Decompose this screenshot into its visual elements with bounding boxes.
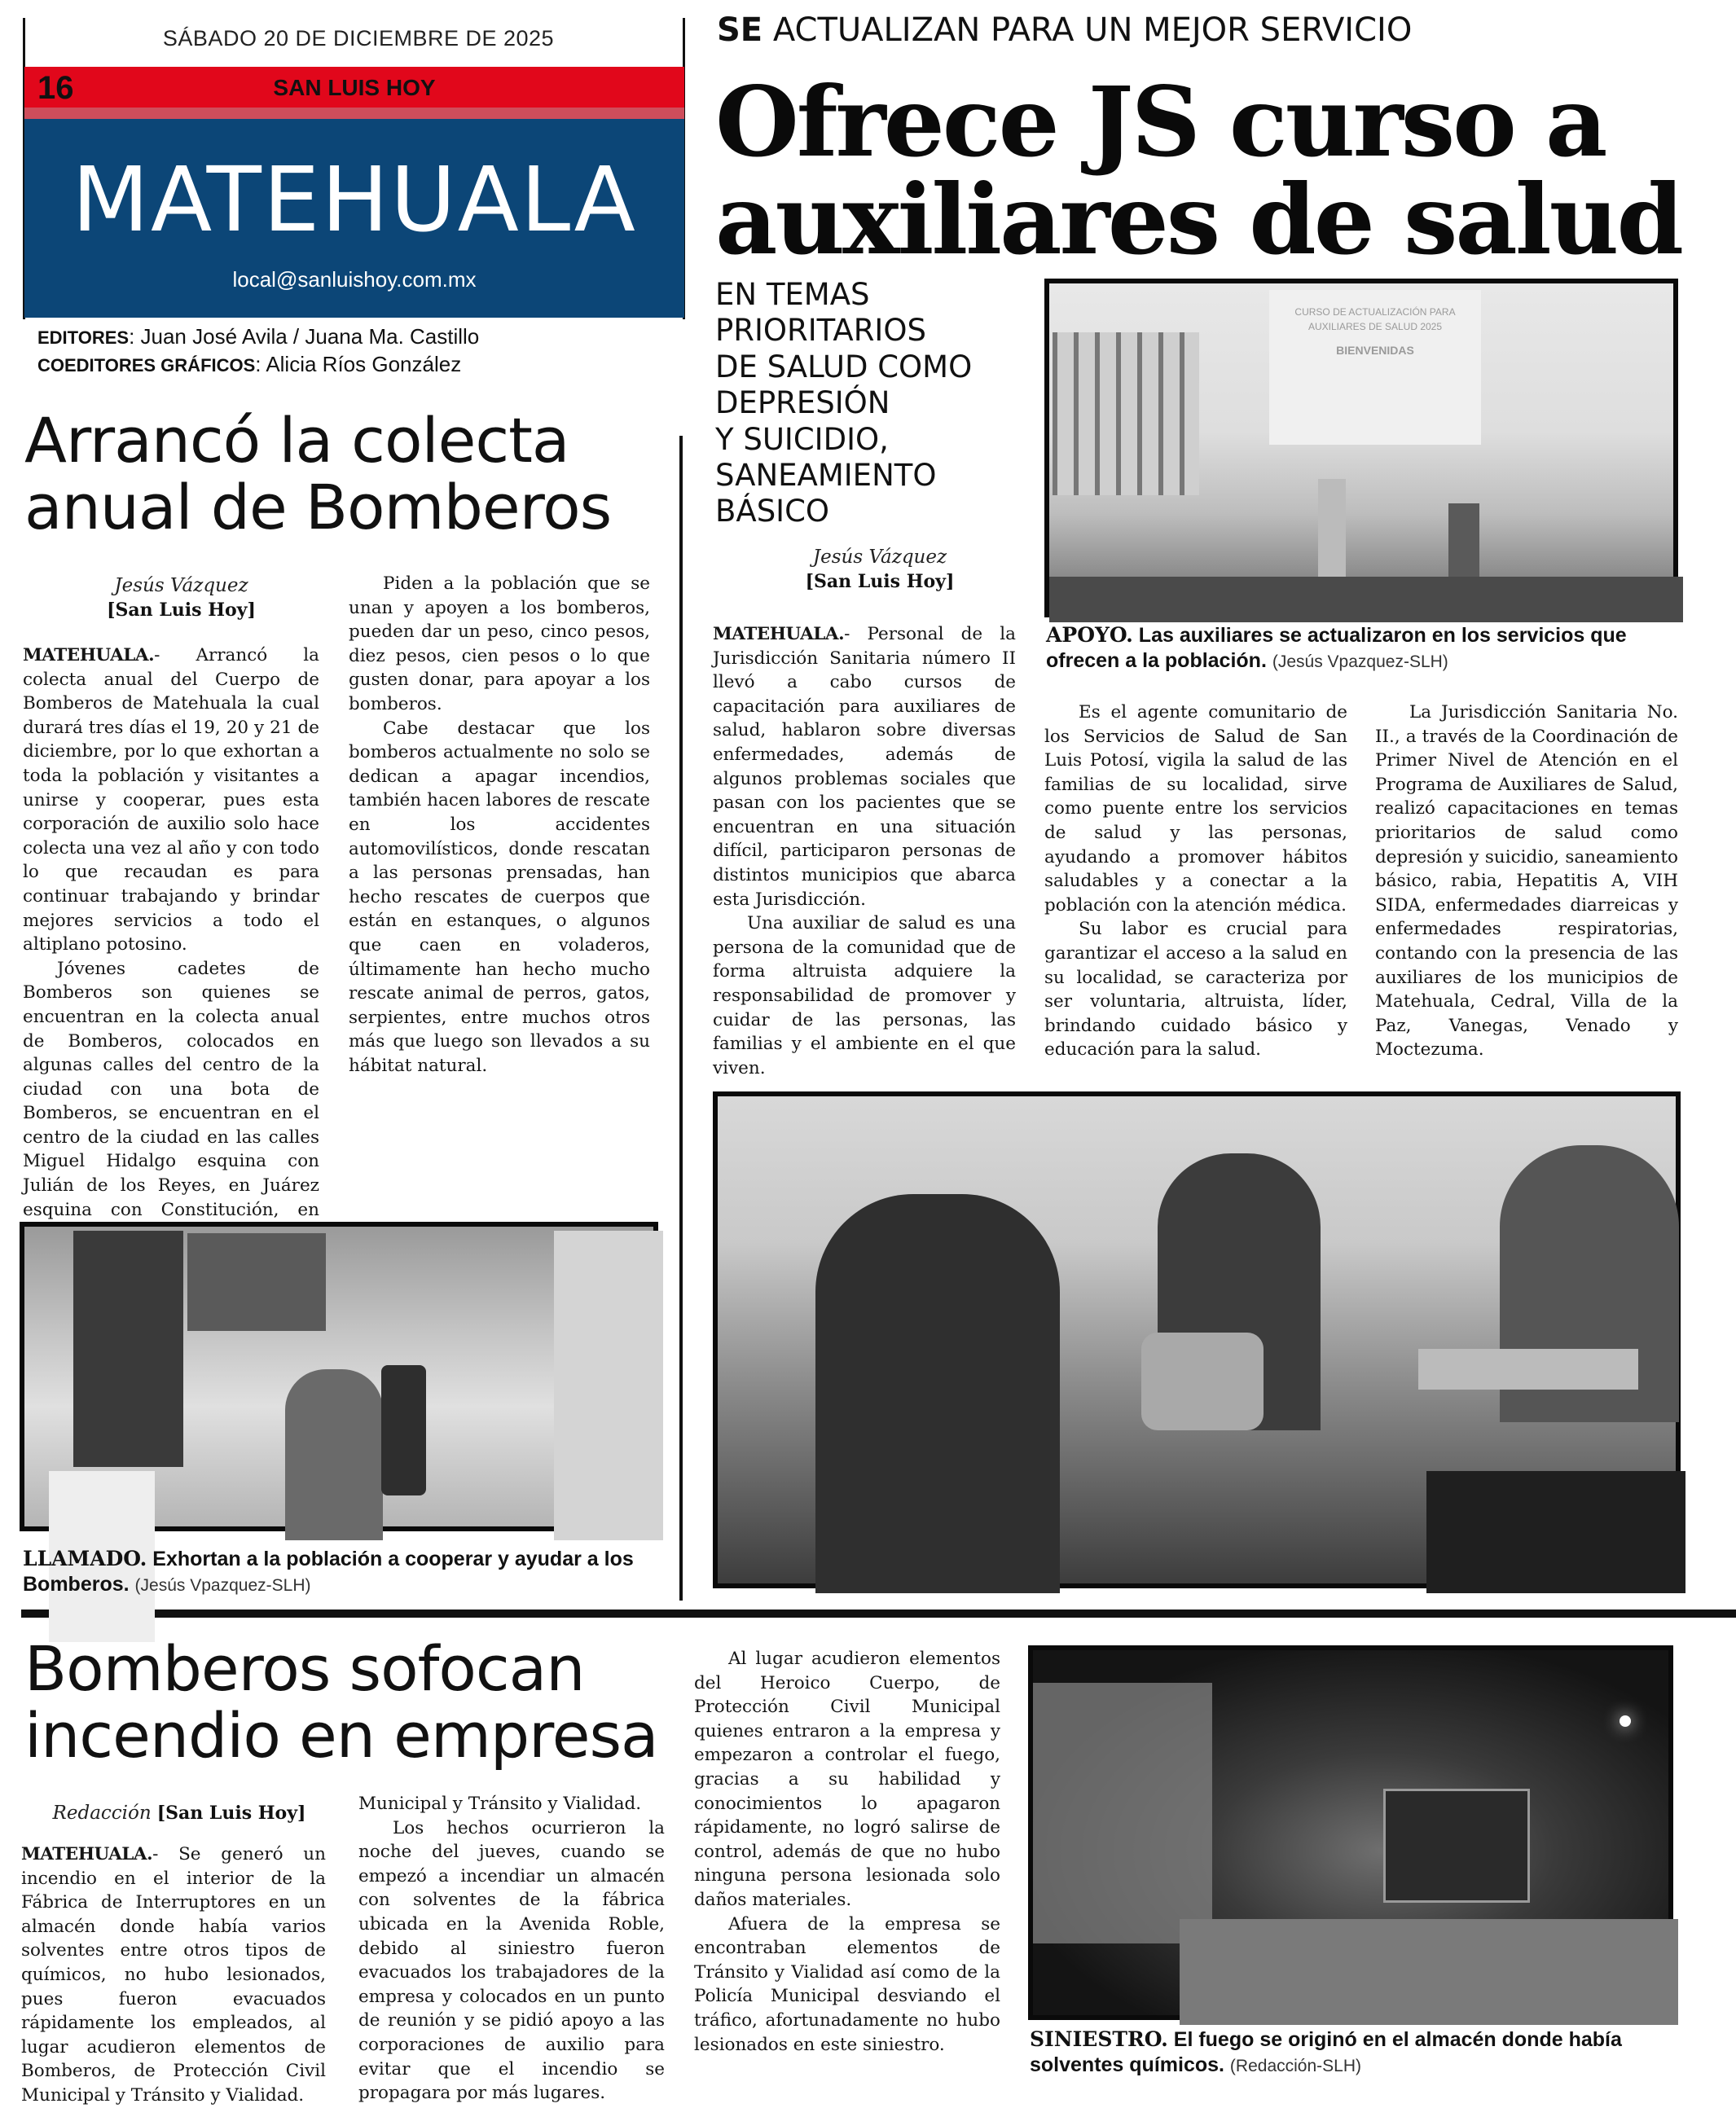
article-column: MATEHUALA.- Arrancó la colecta anual del Cuerpo de Bomberos de Matehuala la cual durará tres días el 19, 20 y 21 de diciembre, por lo que exhortan a toda la población y visitantes a unirse y cooperar, pues esta corporación de auxilio solo hace colecta una vez al año y con todo lo que recaudan es para continuar trabajando y brindar mejores servicios a todo el altiplano potosino. Jóvenes cadetes de Bomberos son quienes se encuentran en la colecta anual de Bomberos, colocados en algunas calles del centro de la ciudad con una bota de Bomberos, se encuentran en el centro de la ciudad en las calles Miguel Hidalgo esquina con Julián de los Reyes, en Juárez esquina con Constitución, en: [23, 645, 319, 1220]
masthead-stripe: [24, 108, 684, 119]
dateline: MATEHUALA.: [713, 624, 845, 644]
section-title: MATEHUALA: [72, 147, 637, 252]
photo-building: [554, 1231, 663, 1540]
byline-incendio: [24, 1802, 334, 1826]
photo-frames: [1053, 332, 1199, 495]
photo-aula-curso: [1044, 279, 1678, 617]
photo-fire-truck: [1383, 1789, 1530, 1903]
contact-email[interactable]: local@sanluishoy.com.mx: [232, 267, 477, 292]
headline-curso: Ofrece JS curso a auxiliares de salud: [715, 65, 1681, 277]
editors-credit: EDITORES: Juan José Avila / Juana Ma. Castillo: [37, 324, 480, 349]
photo-audience: [1049, 577, 1683, 622]
photo-person: [815, 1194, 1060, 1593]
photo-billboard: [187, 1233, 326, 1331]
kicker: SE ACTUALIZAN PARA UN MEJOR SERVICIO: [717, 11, 1413, 49]
article-column: MATEHUALA.- Se generó un incendio en el interior de la Fábrica de Interruptores en un almacén donde había varios solventes entre otros tipos de químicos, no hubo lesionados, pues fueron evacuados rápidamente los empleados, al lugar acudieron elementos de Bomberos, de Protección Civil Municipal y Tránsito y Vialidad.: [21, 1844, 326, 2106]
editors-names: Juan José Avila / Juana Ma. Castillo: [140, 324, 480, 349]
photo-road: [1180, 1919, 1678, 2025]
byline-curso: [717, 546, 1043, 594]
photo-desk: [1418, 1349, 1638, 1390]
article-column: Piden a la población que se unan y apoyen a los bomberos, pueden dar un peso, cinco pesos, diez pesos, cien pesos o lo que gusten donar, para apoyar a los bomberos. Cabe destacar que los bomberos actualmente no solo se dedican a apagar incendios, también hacen labores de rescate en los accidentes automovilísticos, donde rescatan a las personas prensadas, han hecho rescates de cuerpos que están en estanques, o algunos que caen en voladeros, últimamente han hecho mucho rescate animal de perros, gatos, serpientes, entre muchos otros más que luego son llevados a su hábitat natural.: [349, 573, 650, 1076]
column-rule: [679, 436, 683, 1601]
outlet-name: [San Luis Hoy]: [107, 599, 256, 621]
photo-caption: LLAMADO. Exhortan a la población a cooperar y ayudar a los Bomberos. (Jesús Vpazquez-SLH): [23, 1547, 634, 1596]
photo-camion-bomberos: [1028, 1645, 1673, 2020]
headline-incendio: Bomberos sofocan incendio en empresa: [24, 1632, 658, 1772]
dateline: MATEHUALA.: [23, 645, 155, 665]
author-name: Jesús Vázquez: [114, 575, 248, 596]
dateline: MATEHUALA.: [21, 1844, 153, 1864]
photo-projection: CURSO DE ACTUALIZACIÓN PARA AUXILIARES DE SALUD 2025 BIENVENIDAS: [1269, 290, 1481, 445]
photo-chair: [1426, 1471, 1685, 1593]
author-name: Redacción: [52, 1803, 152, 1824]
article-column: Es el agente comunitario de los Servicios de Salud de San Luis Potosí, vigila la salud de las familias de su localidad, sirve como puente entre los servicios de salud y las personas, ayudando a promover hábitos saludables y a conectar a la población con la atención médica. Su labor es crucial para garantizar el acceso a la salud en su localidad, se caracteriza por ser voluntaria, altruista, líder, brindando cuidado básico y educación para la salud.: [1044, 702, 1347, 1061]
byline-colecta: [24, 574, 338, 622]
issue-date: SÁBADO 20 DE DICIEMBRE DE 2025: [162, 26, 555, 51]
photo-auxiliares-clase: [713, 1091, 1681, 1588]
outlet-name: [San Luis Hoy]: [156, 1803, 306, 1824]
article-paragraph: Los hechos ocurrieron la noche del jueves, cuando se empezó a incendiar un almacén con solventes de la fábrica ubicada en la Avenida Roble, debido al siniestro fueron evacuados los trabajadores de la empresa y colocados en un punto de reunión y se pidió apoyo a las corporaciones de auxilio para evitar que el incendio se propagara por más lugares.: [358, 1817, 665, 2104]
photo-sign: [73, 1231, 183, 1467]
article-column: MATEHUALA.- Personal de la Jurisdicción Sanitaria número II llevó a cabo cursos de capacitación para auxiliares de salud, hablaron sobre diversas enfermedades, además de algunos problemas sociales que pasan con los pacientes que se encuentran en una situación difícil, participaron personas de distintos municipios que abarca esta Jurisdicción. Una auxiliar de salud es una persona de la comunidad que de forma altruista adquiere la responsabilidad de promover y cuidar de las personas, las familias y el ambiente en el que viven.: [713, 624, 1016, 1078]
photo-boot: [381, 1365, 426, 1495]
page-number: 16: [37, 70, 74, 106]
photo-person: [285, 1369, 383, 1540]
outlet-name: [San Luis Hoy]: [805, 570, 955, 592]
graphic-coeditors-names: Alicia Ríos González: [266, 352, 462, 376]
section-divider: [21, 1610, 1736, 1618]
deck: EN TEMAS PRIORITARIOS DE SALUD COMO DEPRESIÓN Y SUICIDIO, SANEAMIENTO BÁSICO: [715, 277, 973, 529]
newspaper-name: SAN LUIS HOY: [273, 75, 436, 100]
photo-wall: [1033, 1683, 1212, 1943]
graphic-coeditors-credit: COEDITORES GRÁFICOS: Alicia Ríos González: [37, 352, 462, 376]
photo-caption: APOYO. Las auxiliares se actualizaron en los servicios que ofrecen a la población. (Jesús Vpazquez-SLH): [1046, 623, 1627, 673]
editors-label: EDITORES: [37, 327, 130, 348]
article-column: Al lugar acudieron elementos del Heroico Cuerpo, de Protección Civil Municipal quienes entraron a la empresa y empezaron a controlar el fuego, gracias a su habilidad y conocimientos lo apagaron rápidamente, no logró salirse de control, además de que no hubo ninguna persona lesionada solo daños materiales. Afuera de la empresa se encontraban elementos de Tránsito y Vialidad así como de la Policía Municipal desviando el tráfico, afortunadamente no hubo lesionados en este siniestro.: [694, 1649, 1000, 2055]
article-column: Municipal y Tránsito y Vialidad. Los hechos ocurrieron la noche del jueves, cuando se empezó a incendiar un almacén con solventes de la fábrica ubicada en la Avenida Roble, debido al siniestro fueron evacuados los trabajadores de la empresa y colocados en un punto de reunión y se pidió apoyo a las corporaciones de auxilio para evitar que el incendio se propagara por más lugares.: [358, 1792, 665, 2085]
photo-caption: SINIESTRO. El fuego se originó en el almacén donde había solventes químicos. (Redacción-SLH): [1030, 2027, 1622, 2077]
article-column: La Jurisdicción Sanitaria No. II., a través de la Coordinación de Primer Nivel de Atención en el Programa de Auxiliares de Salud, realizó capacitaciones en temas prioritarios de salud como depresión y suicidio, saneamiento básico, rabia, Hepatitis A, VIH SIDA, enfermedades diarreicas y enfermedades respiratorias, contando con la presencia de las auxiliares de los municipios de Matehuala, Cedral, Villa de la Paz, Vanegas, Venado y Moctezuma.: [1375, 702, 1678, 1061]
graphic-coeditors-label: COEDITORES GRÁFICOS: [37, 355, 256, 375]
author-name: Jesús Vázquez: [812, 547, 947, 568]
headline-colecta: Arrancó la colecta anual de Bomberos: [24, 404, 612, 544]
photo-handbag: [1141, 1333, 1264, 1430]
photo-cadete-bomberos: [20, 1222, 658, 1531]
photo-streetlight: [1620, 1715, 1631, 1727]
